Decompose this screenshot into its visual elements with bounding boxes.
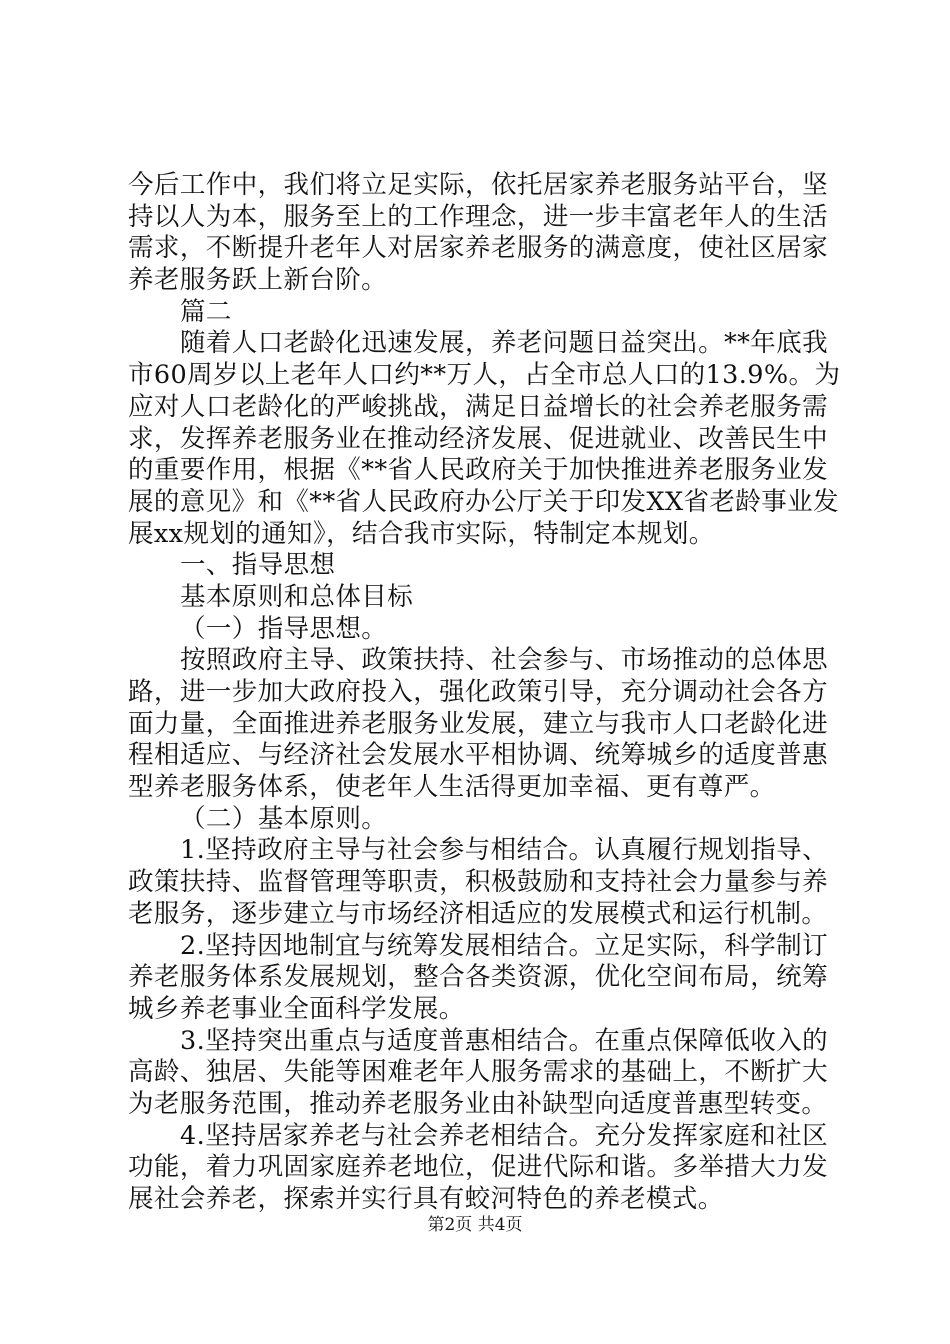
document-body [128, 170, 841, 1216]
text-line: 展的意见》和《**省人民政府办公厅关于印发XX省老龄事业发 [128, 486, 839, 517]
paragraph [128, 804, 828, 836]
text-line: 1.坚持政府主导与社会参与相结合。认真履行规划指导、 [180, 835, 828, 866]
text-line: 2.坚持因地制宜与统筹发展相结合。立足实际，科学制订 [180, 930, 828, 961]
text-line: 4.坚持居家养老与社会养老相结合。充分发挥家庭和社区 [180, 1120, 828, 1151]
text-line: 市60周岁以上老年人口约**万人，占全市总人口的13.9%。为 [128, 360, 841, 391]
text-line: 3.坚持突出重点与适度普惠相结合。在重点保障低收入的 [180, 1025, 828, 1056]
paragraph [128, 645, 828, 803]
page-footer: 第2页 共4页 [427, 1215, 523, 1235]
text-line: 今后工作中，我们将立足实际，依托居家养老服务站平台，坚 [128, 170, 828, 200]
paragraph [128, 550, 828, 582]
text-line: 养老服务体系发展规划，整合各类资源，优化空间布局，统筹 [128, 962, 828, 993]
text-line: 路，进一步加大政府投入，强化政策引导，充分调动社会各方 [128, 677, 828, 707]
text-line: 持以人为本，服务至上的工作理念，进一步丰富老年人的生活 [128, 201, 828, 232]
text-line: 老服务，逐步建立与市场经济相适应的发展模式和运行机制。 [128, 898, 828, 929]
text-line: 型养老服务体系，使老年人生活得更加幸福、更有尊严。 [128, 772, 776, 803]
text-line: 展xx规划的通知》，结合我市实际，特制定本规划。 [128, 518, 715, 549]
paragraph [128, 582, 828, 614]
paragraph [128, 931, 828, 1026]
paragraph [128, 614, 828, 646]
text-line: 展社会养老，探索并实行具有蛟河特色的养老模式。 [128, 1184, 724, 1214]
paragraph [128, 297, 828, 329]
paragraph [128, 170, 828, 297]
text-line: 按照政府主导、政策扶持、社会参与、市场推动的总体思 [180, 645, 828, 676]
text-line: 求，发挥养老服务业在推动经济发展、促进就业、改善民生中 [128, 423, 828, 454]
text-line: 养老服务跃上新台阶。 [128, 265, 388, 296]
paragraph [128, 1026, 828, 1121]
text-line: 应对人口老龄化的严峻挑战，满足日益增长的社会养老服务需 [128, 391, 828, 422]
text-line: 为老服务范围，推动养老服务业由补缺型向适度普惠型转变。 [128, 1088, 828, 1119]
paragraph [128, 328, 841, 550]
text-line: 篇二 [180, 296, 232, 327]
text-line: 面力量，全面推进养老服务业发展，建立与我市人口老龄化进 [128, 708, 828, 739]
text-line: 功能，着力巩固家庭养老地位，促进代际和谐。多举措大力发 [128, 1152, 828, 1183]
text-line: 城乡养老事业全面科学发展。 [128, 993, 465, 1024]
text-line: 基本原则和总体目标 [180, 581, 414, 612]
text-line: 政策扶持、监督管理等职责，积极鼓励和支持社会力量参与养 [128, 867, 828, 898]
paragraph [128, 1121, 828, 1216]
paragraph [128, 835, 828, 930]
text-line: 需求，不断提升老年人对居家养老服务的满意度，使社区居家 [128, 233, 828, 264]
text-line: （一）指导思想。 [180, 613, 388, 644]
text-line: （二）基本原则。 [180, 803, 388, 834]
text-line: 的重要作用，根据《**省人民政府关于加快推进养老服务业发 [128, 455, 828, 486]
text-line: 随着人口老龄化迅速发展，养老问题日益突出。**年底我 [180, 328, 828, 359]
text-line: 一、指导思想 [180, 550, 336, 581]
text-line: 程相适应、与经济社会发展水平相协调、统筹城乡的适度普惠 [128, 740, 828, 771]
text-line: 高龄、独居、失能等困难老年人服务需求的基础上，不断扩大 [128, 1057, 828, 1088]
